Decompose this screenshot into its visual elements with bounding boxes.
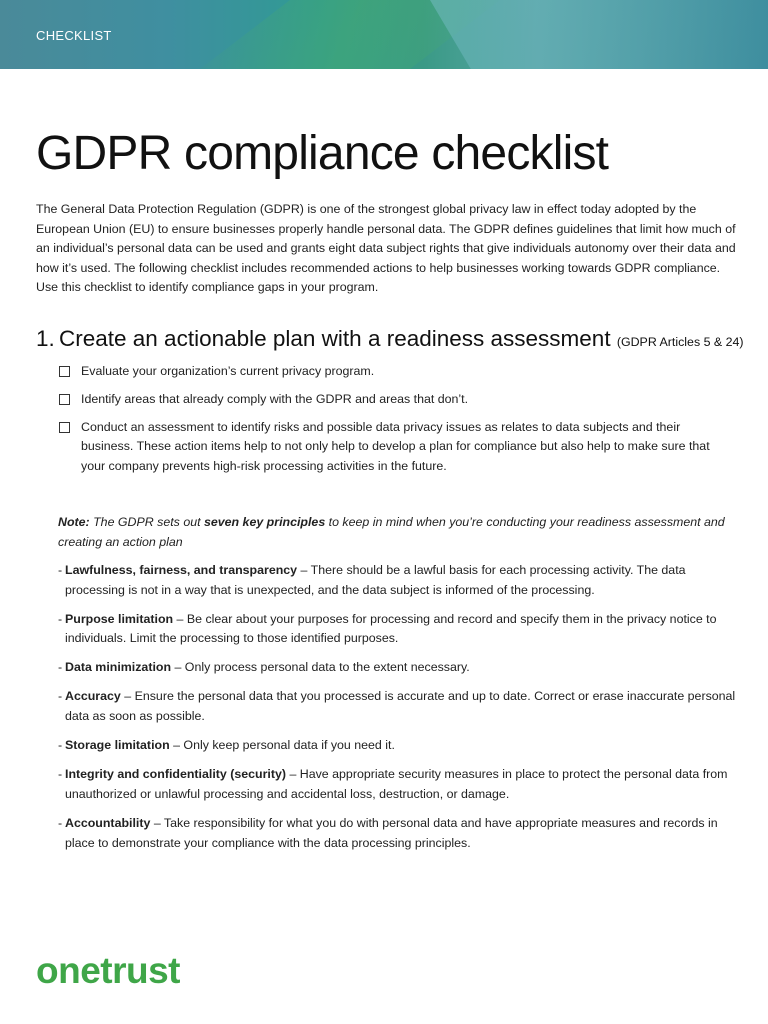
- banner-facet-right: [430, 0, 768, 69]
- checklist-item: [58, 390, 728, 410]
- onetrust-logo[interactable]: onetrust: [36, 950, 180, 991]
- header-label: CHECKLIST: [36, 28, 112, 43]
- principle-text: – There should be a lawful basis for each processing activity. The data processing is not in a way that is unexpected, and the data subject is informed of the processing.: [65, 563, 686, 597]
- checkbox-icon[interactable]: [59, 366, 70, 377]
- document-title: GDPR compliance checklist: [36, 127, 609, 180]
- dash-bullet: -: [58, 767, 63, 782]
- principle-term: Lawfulness, fairness, and transparency: [65, 563, 298, 577]
- checklist-item-text: Conduct an assessment to identify risks and possible data privacy issues as relates to data subjects and their business. These action items help to not only help to develop a plan for compliance but also help to make sure that your company prevents high-risk processing activities in the future.: [81, 419, 710, 474]
- principle-item: [58, 814, 736, 853]
- principle-item: [58, 658, 736, 678]
- section-number: 1.: [36, 326, 55, 351]
- note-label: Note:: [58, 515, 90, 529]
- dash-bullet: -: [58, 689, 63, 704]
- intro-paragraph: The General Data Protection Regulation (GDPR) is one of the strongest global privacy law in effect today adopted by the European Union (EU) to ensure businesses properly handle personal data. The GDPR defines guidelines that limit how much of an individual’s personal data can be used and grants eight data subject rights that give individuals autonomy over their data and how it’s used. The following checklist includes recommended actions to help businesses working towards GDPR compliance. Use this checklist to identify compliance gaps in your program.: [36, 202, 736, 295]
- principle-term: Storage limitation: [65, 738, 170, 753]
- principle-text: – Ensure the personal data that you processed is accurate and up to date. Correct or erase inaccurate personal data as soon as possible.: [65, 689, 736, 724]
- checkbox-icon[interactable]: [59, 394, 70, 405]
- dash-bullet: -: [58, 738, 63, 753]
- checklist-item: [58, 418, 728, 477]
- principle-item: [58, 610, 736, 649]
- principle-item: [58, 736, 736, 756]
- principle-term: Data minimization: [65, 660, 172, 675]
- note-text-post: to keep in mind when you’re conducting your readiness assessment and creating an action plan: [58, 515, 725, 549]
- note-emphasis: seven key principles: [203, 515, 326, 529]
- checklist-item-text: Identify areas that already comply with the GDPR and areas that don’t.: [81, 391, 469, 406]
- principle-term: Accountability: [65, 815, 151, 830]
- header-banner: [0, 0, 768, 69]
- principle-item: [58, 561, 736, 600]
- dash-bullet: -: [58, 563, 63, 577]
- principle-item: [58, 687, 736, 726]
- dash-bullet: -: [58, 815, 63, 830]
- principle-text: – Only process personal data to the extent necessary.: [171, 660, 470, 675]
- principle-term: Accuracy: [65, 689, 121, 704]
- principle-text: – Be clear about your purposes for processing and record and specify them in the privacy notice to individuals. Limit the processing to those identified purposes.: [65, 611, 717, 646]
- principle-text: – Have appropriate security measures in place to protect the personal data from unauthorized or unlawful processing and accidental loss, destruction, or damage.: [65, 767, 728, 801]
- dash-bullet: -: [58, 660, 63, 675]
- note-paragraph: [58, 512, 738, 552]
- checklist: [58, 362, 728, 477]
- principle-term: Purpose limitation: [65, 611, 174, 626]
- dash-bullet: -: [58, 611, 63, 626]
- section-reference: (GDPR Articles 5 & 24): [616, 335, 744, 349]
- checklist-item-text: Evaluate your organization’s current privacy program.: [81, 364, 375, 378]
- principles-list: [58, 561, 736, 853]
- principle-text: – Take responsibility for what you do with personal data and have appropriate measures and records in place to demonstrate your compliance with the data processing principles.: [65, 815, 718, 850]
- principle-term: Integrity and confidentiality (security): [65, 767, 286, 782]
- principle-item: [58, 765, 736, 804]
- checkbox-icon[interactable]: [59, 422, 70, 433]
- note-text-pre: The GDPR sets out: [89, 515, 204, 529]
- section-heading: [36, 326, 756, 352]
- checklist-item: [58, 362, 728, 382]
- section-heading-text: Create an actionable plan with a readiness assessment: [59, 326, 611, 351]
- principle-text: – Only keep personal data if you need it.: [169, 738, 395, 753]
